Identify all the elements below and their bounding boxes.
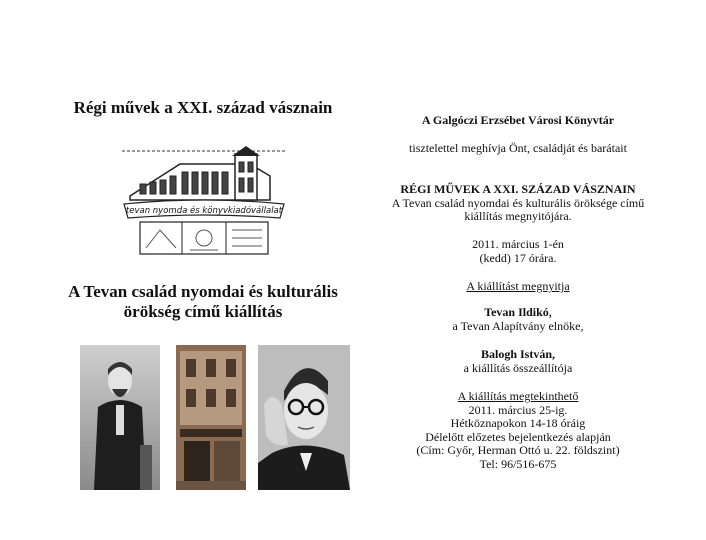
viewing-heading: A kiállítás megtekinthető bbox=[457, 389, 579, 403]
printing-house-building-photo bbox=[176, 345, 246, 490]
speaker-2-role: a kiállítás összeállítója bbox=[463, 361, 573, 375]
tevan-logo-illustration bbox=[120, 146, 288, 256]
speaker-1-role: a Tevan Alapítvány elnöke, bbox=[452, 319, 584, 333]
opening-time: (kedd) 17 órára. bbox=[479, 251, 557, 265]
portrait-photo-man-glasses bbox=[258, 345, 350, 490]
viewing-hours: Hétköznapokon 14-18 óráig bbox=[450, 416, 586, 430]
exhibition-title-line-1: A Tevan család nyomdai és kulturális bbox=[68, 282, 338, 301]
opening-date: 2011. március 1-én bbox=[472, 237, 564, 251]
speaker-1-name: Tevan Ildikó, bbox=[484, 305, 552, 319]
opener-heading: A kiállítást megnyitja bbox=[466, 279, 570, 293]
viewing-appointment: Délelőtt előzetes bejelentkezés alapján bbox=[425, 430, 611, 444]
speaker-2-name: Balogh István, bbox=[480, 347, 556, 361]
library-name: A Galgóczi Erzsébet Városi Könyvtár bbox=[421, 113, 615, 127]
left-title: Régi művek a XXI. század vásznain bbox=[73, 98, 333, 117]
phone: Tel: 96/516-675 bbox=[479, 457, 557, 471]
address: (Cím: Győr, Herman Ottó u. 22. földszint) bbox=[416, 443, 620, 457]
exhibition-headline: RÉGI MŰVEK A XXI. SZÁZAD VÁSZNAIN bbox=[400, 182, 636, 196]
description-line-1: A Tevan család nyomdai és kulturális öröksége című bbox=[391, 196, 645, 210]
logo-text: tevan nyomda és könyvkiadóvállalat bbox=[125, 206, 283, 216]
invitation-line: tisztelettel meghívja Önt, családját és barátait bbox=[409, 141, 627, 155]
viewing-until: 2011. március 25-ig. bbox=[468, 403, 568, 417]
portrait-photo-man-standing bbox=[80, 345, 160, 490]
exhibition-title-line-2: örökség című kiállítás bbox=[123, 302, 283, 321]
description-line-2: kiállítás megnyitójára. bbox=[464, 209, 572, 223]
